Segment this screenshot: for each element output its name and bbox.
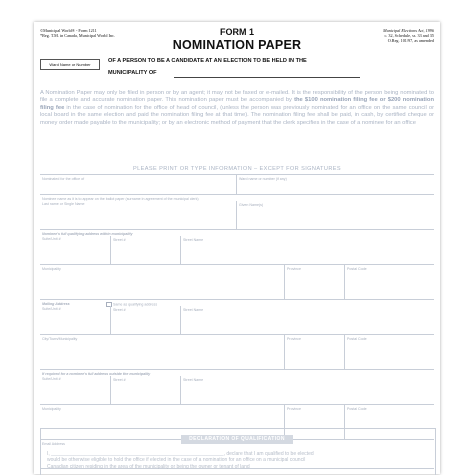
name-note: Nominee name as it is to appear on the ballot paper (surname in agreement of the municipal clerk) (42, 196, 199, 201)
province-cell[interactable] (284, 265, 301, 299)
province2-label: Province (287, 336, 301, 341)
postal-code-label: Postal Code (347, 266, 367, 271)
street-name-cell[interactable] (180, 236, 204, 264)
suite3-label: Suite/Unit # (42, 377, 61, 381)
street-no2-cell[interactable] (110, 306, 126, 334)
trademark-line: *Reg. T.M. in Canada, Municipal World Inc. (40, 33, 115, 38)
intro-paragraph (40, 90, 434, 127)
last-name-label: Last name or Single Name (42, 202, 85, 206)
ward-cell[interactable] (236, 175, 287, 194)
publisher-line: ©Municipal World® - Form 1211 (40, 28, 97, 33)
given-names-label: Given Name(s) (239, 202, 264, 207)
street-name2-cell[interactable] (180, 306, 204, 334)
street-no-cell[interactable] (110, 236, 126, 264)
statute-regulation: O.Reg. 101/97, as amended (387, 38, 434, 43)
street-name2-label: Street Name (183, 307, 204, 312)
street-no3-label: Street # (113, 377, 126, 382)
ward-box-label: Ward Name or Number (49, 62, 91, 67)
nomination-form-page (34, 22, 440, 474)
mailing-address-heading: Mailing Address (42, 301, 70, 306)
statute-act: Municipal Elections Act, 1996 (383, 28, 434, 33)
given-names-cell[interactable] (236, 201, 264, 229)
outside-address-heading: If required for a nominee's full address outside the municipality (42, 371, 151, 376)
province3-label: Province (287, 406, 301, 411)
municipality-row (40, 265, 434, 300)
postal-code2-cell[interactable] (344, 335, 367, 369)
declaration-line-3: Canadian citizen residing in the area of the municipality or being the owner or tenant of land (47, 463, 250, 470)
city-row (40, 335, 434, 370)
postal-code3-label: Postal Code (347, 406, 367, 411)
province-label: Province (287, 266, 301, 271)
street-name-label: Street Name (183, 237, 204, 242)
street-name3-label: Street Name (183, 377, 204, 382)
ward-box[interactable] (40, 59, 100, 70)
mailing-address-row (40, 300, 434, 335)
municipality-field-label: Municipality (42, 266, 61, 271)
suite2-label: Suite/Unit # (42, 307, 61, 311)
candidate-title-line: OF A PERSON TO BE A CANDIDATE AT AN ELECTION TO BE HELD IN THE (108, 58, 307, 64)
office-row (40, 175, 434, 195)
declaration-section (40, 428, 436, 475)
nominee-info-table (40, 174, 434, 469)
street-name3-cell[interactable] (180, 376, 204, 404)
province2-cell[interactable] (284, 335, 301, 369)
declaration-banner: DECLARATION OF QUALIFICATION (181, 435, 293, 444)
street-no3-cell[interactable] (110, 376, 126, 404)
statute-schedule: c. 32, Schedule, ss. 33 and 35 (384, 33, 434, 38)
street-no-label: Street # (113, 237, 126, 242)
qualifying-address-heading: Nominee's full qualifying address within municipality (42, 231, 133, 236)
municipality-blank[interactable] (174, 77, 360, 78)
intro-fee-text: the $100 nomination filing fee or $200 nomination filing fee (40, 97, 434, 111)
office-label: Nominated for the office of (42, 176, 85, 181)
print-instruction: PLEASE PRINT OR TYPE INFORMATION – EXCEPT FOR SIGNATURES (132, 166, 342, 172)
declaration-line-2: would be otherwise eligible to hold the office if elected in the case of a nomination for an office on a municipal council (47, 457, 306, 464)
declaration-line-1: I, ______________________________________________________________, declare that I am qualified to be elected (47, 451, 314, 457)
form-number: FORM 1 (219, 27, 254, 37)
municipality3-label: Municipality (42, 406, 61, 411)
intro-text-1: A Nomination Paper may only be filed in person or by an agent; it may not be faxed or e-mailed. It is the responsibility of the person being nominated to file a complete and accurate nomination paper. This nomination paper must be accompanied by (40, 90, 434, 104)
postal-code-cell[interactable] (344, 265, 367, 299)
name-row[interactable] (40, 195, 434, 230)
qualifying-address-row (40, 230, 434, 265)
suite-label: Suite/Unit # (42, 237, 61, 241)
intro-text-2: in the case of nomination for the office of head of council, (unless the person was previously nominated for an office on the same council or local board in the same election and paid the nomination filing fee at that time). The nomination filing fee shall be paid, in cash, by certified cheque or money order made payable to the municipality; or by an electronic method of payment that the clerk specifies in the case of a nominee for an office (40, 104, 434, 126)
street-no2-label: Street # (113, 307, 126, 312)
same-as-label: Same as qualifying address (113, 302, 158, 307)
declaration-text (47, 451, 429, 470)
ward-label: Ward name or number (if any) (239, 176, 287, 181)
email-label: Email Address (42, 441, 65, 446)
city-label: City/Town/Municipality (42, 336, 78, 341)
same-as-checkbox[interactable] (106, 302, 157, 308)
postal-code2-label: Postal Code (347, 336, 367, 341)
form-title: NOMINATION PAPER (172, 38, 302, 52)
outside-address-row (40, 370, 434, 405)
municipality-label: MUNICIPALITY OF (108, 70, 157, 76)
